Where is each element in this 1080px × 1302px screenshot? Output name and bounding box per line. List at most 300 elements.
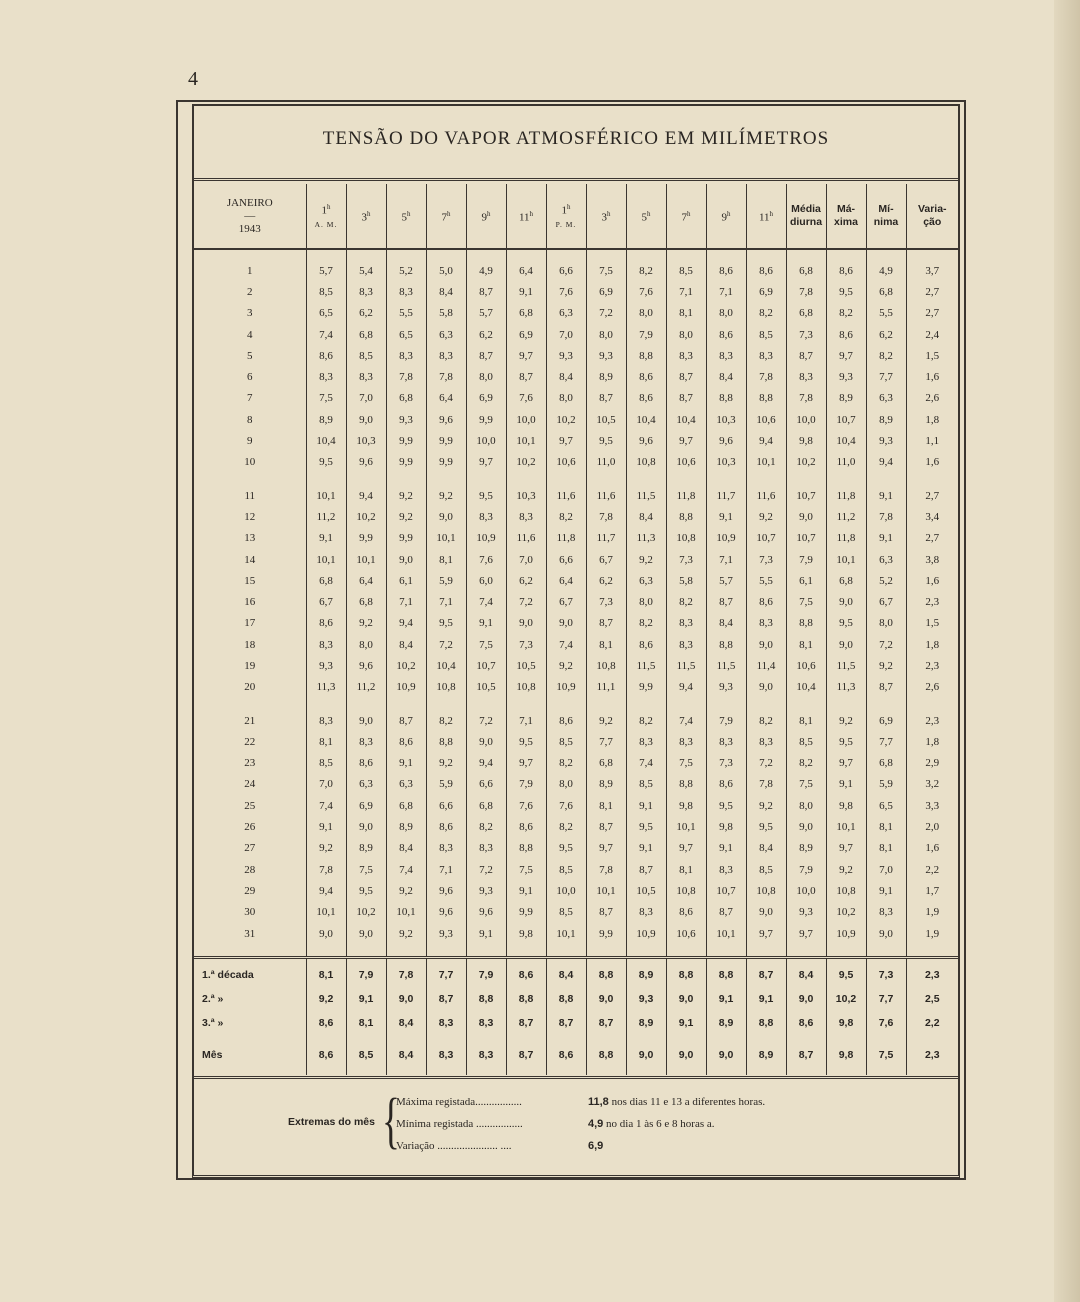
value-cell: 1,9 (906, 923, 958, 944)
value-cell: 10,8 (666, 880, 706, 901)
value-cell: 3,3 (906, 795, 958, 816)
summary-value: 8,8 (506, 987, 546, 1011)
value-cell: 7,5 (586, 260, 626, 281)
table-row (194, 591, 958, 612)
table-row (194, 613, 958, 634)
value-cell: 10,4 (626, 409, 666, 430)
spacer-row (194, 698, 958, 710)
spacer-cell (826, 698, 866, 710)
value-cell: 8,3 (346, 281, 386, 302)
value-cell: 9,5 (706, 795, 746, 816)
table-row (194, 388, 958, 409)
value-cell: 8,3 (746, 345, 786, 366)
value-cell: 9,0 (306, 923, 346, 944)
value-cell: 8,5 (546, 902, 586, 923)
value-cell: 8,0 (546, 774, 586, 795)
summary-value: 8,8 (746, 1011, 786, 1035)
day-cell: 31 (244, 927, 256, 940)
value-cell: 8,2 (786, 753, 826, 774)
summary-value: 9,5 (826, 958, 866, 988)
value-cell: 6,8 (786, 260, 826, 281)
value-cell: 10,9 (706, 528, 746, 549)
summary-value: 7,3 (866, 958, 906, 988)
value-cell: 9,0 (746, 902, 786, 923)
spacer-cell (626, 473, 666, 485)
value-cell: 9,1 (506, 281, 546, 302)
value-cell: 1,5 (906, 345, 958, 366)
value-cell: 6,8 (866, 281, 906, 302)
value-cell: 9,1 (866, 528, 906, 549)
value-cell: 10,2 (346, 506, 386, 527)
spacer-cell (826, 944, 866, 958)
spacer-cell (786, 944, 826, 958)
hour-header (626, 184, 666, 249)
spacer-cell (346, 944, 386, 958)
day-cell: 15 (244, 574, 256, 587)
spacer-cell (706, 944, 746, 958)
hour-number: 9 (481, 211, 487, 224)
value-cell: 9,2 (306, 838, 346, 859)
value-cell: 1,8 (906, 409, 958, 430)
min-recorded-label: Mínima registada ................. (396, 1118, 523, 1130)
day-cell: 9 (247, 435, 253, 448)
value-cell: 11,6 (746, 485, 786, 506)
value-cell: 7,3 (506, 634, 546, 655)
value-cell: 6,8 (386, 795, 426, 816)
value-cell: 6,9 (586, 281, 626, 302)
value-cell: 8,9 (866, 409, 906, 430)
summary-value: 8,7 (546, 1011, 586, 1035)
value-cell: 8,7 (706, 902, 746, 923)
max-recorded-label: Máxima registada................. (396, 1096, 522, 1108)
spacer-cell (546, 249, 586, 260)
value-cell: 1,7 (906, 880, 958, 901)
month-summary-row (194, 1035, 958, 1075)
value-cell: 9,1 (386, 753, 426, 774)
value-cell: 11,5 (706, 655, 746, 676)
value-cell: 8,5 (306, 281, 346, 302)
value-cell: 9,7 (786, 923, 826, 944)
value-cell: 5,5 (386, 303, 426, 324)
summary-value: 8,1 (306, 958, 346, 988)
value-cell: 9,8 (666, 795, 706, 816)
value-cell: 8,1 (586, 795, 626, 816)
value-cell: 8,5 (666, 260, 706, 281)
value-cell: 6,6 (546, 260, 586, 281)
value-cell: 8,3 (386, 345, 426, 366)
value-cell: 11,8 (546, 528, 586, 549)
value-cell: 8,6 (826, 324, 866, 345)
value-cell: 11,5 (666, 655, 706, 676)
value-cell: 10,3 (706, 409, 746, 430)
value-cell: 6,5 (306, 303, 346, 324)
value-cell: 9,4 (746, 430, 786, 451)
value-cell: 1,6 (906, 452, 958, 473)
value-cell: 8,6 (306, 345, 346, 366)
value-cell: 8,3 (626, 731, 666, 752)
value-cell: 8,6 (706, 324, 746, 345)
value-cell: 10,9 (826, 923, 866, 944)
value-cell: 11,4 (746, 655, 786, 676)
value-cell: 9,6 (426, 902, 466, 923)
hour-header (346, 184, 386, 249)
daily-mean-label-1: Média (791, 203, 821, 215)
hour-suffix: h (567, 203, 571, 212)
value-cell: 10,1 (826, 549, 866, 570)
value-cell: 11,6 (586, 485, 626, 506)
value-cell: 5,8 (426, 303, 466, 324)
value-cell: 9,7 (586, 838, 626, 859)
value-cell: 10,5 (466, 677, 506, 698)
summary-value: 8,8 (706, 958, 746, 988)
hour-header (466, 184, 506, 249)
spacer-cell (666, 249, 706, 260)
summary-value: 8,4 (386, 1011, 426, 1035)
value-cell: 9,6 (426, 880, 466, 901)
summary-value: 8,9 (746, 1035, 786, 1075)
value-cell: 7,0 (506, 549, 546, 570)
value-cell: 6,2 (586, 570, 626, 591)
value-cell: 7,0 (546, 324, 586, 345)
value-cell: 8,3 (466, 506, 506, 527)
value-cell: 11,5 (626, 485, 666, 506)
value-cell: 11,2 (306, 506, 346, 527)
summary-value: 9,2 (306, 987, 346, 1011)
value-cell: 11,8 (826, 528, 866, 549)
value-cell: 9,0 (746, 634, 786, 655)
value-cell: 7,9 (786, 549, 826, 570)
day-cell: 21 (244, 714, 256, 727)
value-cell: 8,8 (626, 345, 666, 366)
spacer-cell (746, 944, 786, 958)
hour-suffix: h (647, 209, 651, 218)
spacer-cell (666, 944, 706, 958)
value-cell: 9,3 (826, 366, 866, 387)
value-cell: 9,5 (306, 452, 346, 473)
value-cell: 9,6 (426, 409, 466, 430)
value-cell: 10,1 (506, 430, 546, 451)
value-cell: 8,3 (346, 731, 386, 752)
table-row (194, 528, 958, 549)
value-cell: 9,5 (426, 613, 466, 634)
minimum-header (866, 184, 906, 249)
value-cell: 5,4 (346, 260, 386, 281)
value-cell: 7,4 (666, 710, 706, 731)
max-recorded-value (588, 1092, 765, 1112)
value-cell: 11,3 (826, 677, 866, 698)
value-cell: 8,8 (786, 613, 826, 634)
month-dash: — (244, 209, 256, 222)
value-cell: 2,9 (906, 753, 958, 774)
page-edge (1054, 0, 1080, 1302)
value-cell: 9,8 (786, 430, 826, 451)
value-cell: 8,5 (306, 753, 346, 774)
value-cell: 7,8 (386, 366, 426, 387)
value-cell: 8,8 (506, 838, 546, 859)
value-cell: 5,0 (426, 260, 466, 281)
value-cell: 9,7 (666, 430, 706, 451)
value-cell: 7,5 (786, 591, 826, 612)
value-cell: 8,3 (306, 710, 346, 731)
value-cell: 3,7 (906, 260, 958, 281)
value-cell: 9,5 (586, 430, 626, 451)
value-cell: 6,5 (386, 324, 426, 345)
summary-value: 8,3 (466, 1035, 506, 1075)
value-cell: 9,2 (546, 655, 586, 676)
summary-value: 8,7 (426, 987, 466, 1011)
value-cell: 8,7 (706, 591, 746, 612)
max-text: nos dias 11 e 13 a diferentes horas. (608, 1096, 766, 1108)
value-cell: 7,9 (706, 710, 746, 731)
summary-value: 9,1 (706, 987, 746, 1011)
summary-label: 2.ª » (202, 993, 224, 1006)
summary-value: 8,7 (506, 1011, 546, 1035)
value-cell: 7,1 (426, 591, 466, 612)
value-cell: 10,0 (786, 880, 826, 901)
value-cell: 7,4 (386, 859, 426, 880)
value-cell: 8,2 (546, 816, 586, 837)
value-cell: 8,3 (466, 838, 506, 859)
value-cell: 7,6 (626, 281, 666, 302)
summary-value: 9,3 (626, 987, 666, 1011)
table-row (194, 923, 958, 944)
table-row (194, 430, 958, 451)
value-cell: 7,8 (746, 774, 786, 795)
summary-value: 8,8 (586, 1035, 626, 1075)
day-cell: 19 (244, 659, 256, 672)
value-cell: 8,5 (746, 859, 786, 880)
value-cell: 6,8 (866, 753, 906, 774)
value-cell: 9,3 (706, 677, 746, 698)
spacer-row (194, 473, 958, 485)
value-cell: 10,1 (546, 923, 586, 944)
value-cell: 8,2 (826, 303, 866, 324)
spacer-cell (386, 698, 426, 710)
summary-value: 9,0 (706, 1035, 746, 1075)
value-cell: 7,8 (866, 506, 906, 527)
table-row (194, 710, 958, 731)
hour-number: 3 (361, 211, 367, 224)
value-cell: 8,2 (666, 591, 706, 612)
variation-header (906, 184, 958, 249)
value-cell: 8,3 (666, 731, 706, 752)
value-cell: 6,8 (466, 795, 506, 816)
min-recorded-value (588, 1114, 715, 1134)
value-cell: 9,2 (626, 549, 666, 570)
hour-number: 11 (518, 211, 530, 224)
summary-value: 8,4 (786, 958, 826, 988)
spacer-cell (466, 944, 506, 958)
value-cell: 9,9 (506, 902, 546, 923)
value-cell: 6,4 (546, 570, 586, 591)
value-cell: 6,6 (466, 774, 506, 795)
value-cell: 8,6 (706, 774, 746, 795)
day-cell: 12 (244, 510, 256, 523)
value-cell: 9,4 (346, 485, 386, 506)
summary-value: 7,9 (346, 958, 386, 988)
value-cell: 8,6 (706, 260, 746, 281)
value-cell: 8,3 (626, 902, 666, 923)
table-row (194, 859, 958, 880)
value-cell: 9,9 (426, 452, 466, 473)
hour-suffix: h (687, 209, 691, 218)
value-cell: 8,7 (586, 613, 626, 634)
value-cell: 11,7 (586, 528, 626, 549)
hour-header (506, 184, 546, 249)
summary-label: 1.ª década (194, 958, 306, 988)
value-cell: 8,9 (346, 838, 386, 859)
value-cell: 8,6 (626, 388, 666, 409)
hour-suffix: h (447, 209, 451, 218)
value-cell: 7,7 (866, 366, 906, 387)
spacer-cell (786, 473, 826, 485)
am-label: A. M. (314, 219, 338, 229)
table-row (194, 902, 958, 923)
table-row (194, 485, 958, 506)
summary-value: 8,7 (746, 958, 786, 988)
daily-mean-header (786, 184, 826, 249)
value-cell: 10,9 (546, 677, 586, 698)
value-cell: 7,6 (546, 281, 586, 302)
value-cell: 6,8 (346, 591, 386, 612)
value-cell: 7,1 (666, 281, 706, 302)
summary-value: 8,8 (666, 958, 706, 988)
value-cell: 9,1 (706, 838, 746, 859)
table-row (194, 549, 958, 570)
value-cell: 7,5 (506, 859, 546, 880)
value-cell: 9,7 (506, 345, 546, 366)
hour-number: 5 (641, 211, 647, 224)
value-cell: 10,7 (786, 485, 826, 506)
value-cell: 9,8 (506, 923, 546, 944)
variation-value (588, 1136, 603, 1156)
spacer-cell (466, 249, 506, 260)
value-cell: 6,7 (546, 591, 586, 612)
summary-value: 9,8 (826, 1035, 866, 1075)
value-cell: 10,1 (306, 902, 346, 923)
day-cell: 26 (244, 821, 256, 834)
summary-value: 8,9 (626, 1011, 666, 1035)
value-cell: 10,3 (506, 485, 546, 506)
spacer-row (194, 249, 958, 260)
value-cell: 9,7 (466, 452, 506, 473)
value-cell: 7,2 (746, 753, 786, 774)
summary-value: 8,4 (386, 1035, 426, 1075)
spacer-cell (194, 473, 306, 485)
value-cell: 6,8 (346, 324, 386, 345)
value-cell: 9,2 (826, 710, 866, 731)
value-cell: 10,6 (786, 655, 826, 676)
value-cell: 9,0 (346, 710, 386, 731)
table-row (194, 366, 958, 387)
value-cell: 11,7 (706, 485, 746, 506)
value-cell: 9,1 (866, 880, 906, 901)
value-cell: 6,6 (546, 549, 586, 570)
value-cell: 1,6 (906, 838, 958, 859)
value-cell: 10,1 (306, 549, 346, 570)
spacer-cell (866, 249, 906, 260)
summary-value: 9,1 (346, 987, 386, 1011)
value-cell: 6,3 (866, 388, 906, 409)
spacer-cell (346, 249, 386, 260)
spacer-cell (746, 473, 786, 485)
value-cell: 9,2 (586, 710, 626, 731)
summary-value: 8,9 (706, 1011, 746, 1035)
value-cell: 9,5 (746, 816, 786, 837)
value-cell: 10,8 (426, 677, 466, 698)
value-cell: 8,7 (386, 710, 426, 731)
value-cell: 8,9 (826, 388, 866, 409)
value-cell: 9,1 (506, 880, 546, 901)
value-cell: 8,4 (386, 838, 426, 859)
value-cell: 10,2 (346, 902, 386, 923)
value-cell: 6,9 (866, 710, 906, 731)
value-cell: 7,2 (466, 710, 506, 731)
value-cell: 8,1 (786, 710, 826, 731)
value-cell: 10,8 (666, 528, 706, 549)
summary-value: 8,5 (346, 1035, 386, 1075)
value-cell: 2,3 (906, 591, 958, 612)
value-cell: 11,6 (506, 528, 546, 549)
value-cell: 7,8 (306, 859, 346, 880)
value-cell: 8,8 (666, 774, 706, 795)
value-cell: 10,4 (426, 655, 466, 676)
day-cell: 10 (244, 456, 256, 469)
summary-value: 2,2 (906, 1011, 958, 1035)
hour-suffix: h (727, 209, 731, 218)
minimum-label-2: nima (873, 216, 899, 228)
value-cell: 7,6 (506, 388, 546, 409)
value-cell: 10,3 (706, 452, 746, 473)
value-cell: 9,0 (826, 634, 866, 655)
spacer-cell (386, 944, 426, 958)
value-cell: 8,2 (546, 753, 586, 774)
value-cell: 8,1 (586, 634, 626, 655)
value-cell: 9,8 (706, 816, 746, 837)
value-cell: 1,1 (906, 430, 958, 451)
value-cell: 7,3 (746, 549, 786, 570)
value-cell: 8,9 (586, 366, 626, 387)
value-cell: 8,7 (866, 677, 906, 698)
value-cell: 6,7 (306, 591, 346, 612)
spacer-cell (866, 473, 906, 485)
value-cell: 9,9 (626, 677, 666, 698)
spacer-cell (194, 944, 306, 958)
value-cell: 8,9 (786, 838, 826, 859)
day-cell: 24 (244, 778, 256, 791)
value-cell: 10,4 (786, 677, 826, 698)
value-cell: 11,8 (666, 485, 706, 506)
spacer-cell (706, 249, 746, 260)
day-cell: 3 (247, 307, 253, 320)
value-cell: 9,1 (466, 923, 506, 944)
value-cell: 8,7 (586, 816, 626, 837)
value-cell: 8,5 (746, 324, 786, 345)
value-cell: 7,3 (666, 549, 706, 570)
value-cell: 8,7 (666, 388, 706, 409)
hour-number: 11 (758, 211, 770, 224)
value-cell: 10,2 (826, 902, 866, 923)
value-cell: 8,8 (706, 388, 746, 409)
spacer-cell (506, 473, 546, 485)
summary-value: 8,6 (306, 1011, 346, 1035)
summary-value: 8,3 (466, 1011, 506, 1035)
value-cell: 10,9 (386, 677, 426, 698)
value-cell: 2,7 (906, 303, 958, 324)
vapor-pressure-table (194, 184, 958, 1075)
value-cell: 8,3 (426, 345, 466, 366)
value-cell: 8,8 (746, 388, 786, 409)
